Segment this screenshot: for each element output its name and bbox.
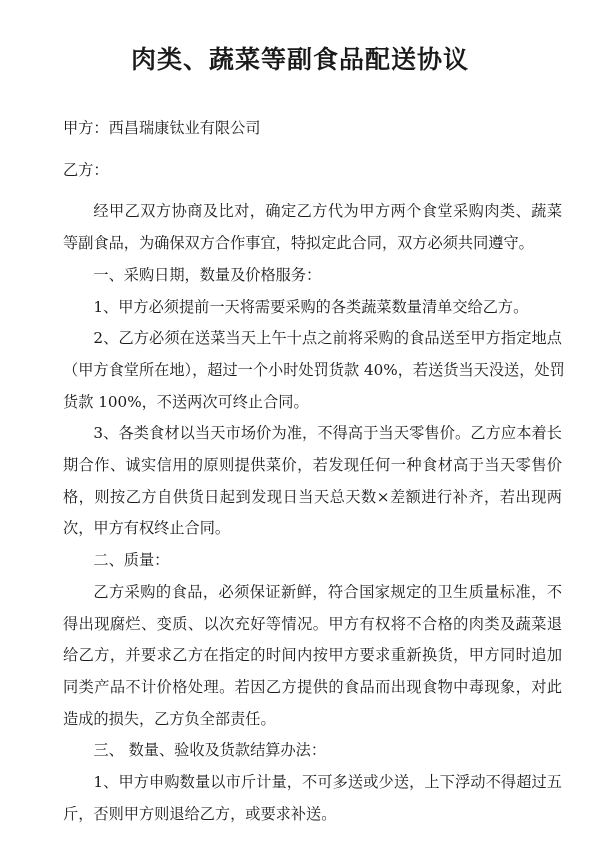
section1-item3-line: 格，则按乙方自供货日起到发现日当天总天数×差额进行补齐，若出现两 — [63, 487, 562, 506]
party-a-label: 甲方： — [63, 119, 109, 137]
section2-para-line: 给乙方，并要求乙方在指定的时间内按甲方要求重新换货，甲方同时追加 — [63, 646, 562, 665]
party-b-line — [63, 155, 562, 187]
section2-para-line: 乙方采购的食品，必须保证新鲜，符合国家规定的卫生质量标准，不 — [93, 582, 562, 601]
section3-item1-line: 斤，否则甲方则退给乙方，或要求补送。 — [63, 804, 337, 823]
section1-item3-line: 期合作、诚实信用的原则提供菜价，若发现任何一种食材高于当天零售价 — [63, 456, 562, 475]
section2-para-line: 得出现腐烂、变质、以次充好等情况。甲方有权将不合格的肉类及蔬菜退 — [63, 614, 562, 633]
section1-item3-line: 次，甲方有权终止合同。 — [63, 519, 231, 538]
party-b-label: 乙方： — [63, 160, 109, 179]
section1-item3-line: 3、各类食材以当天市场价为准，不得高于当天零售价。乙方应本着长 — [93, 424, 562, 443]
section3-heading: 三、 数量、验收及货款结算办法： — [93, 741, 327, 760]
section2-para-line: 同类产品不计价格处理。若因乙方提供的食品而出现食物中毒现象，对此 — [63, 677, 562, 696]
intro-line: 经甲乙双方协商及比对，确定乙方代为甲方两个食堂采购肉类、蔬菜 — [93, 202, 562, 221]
document-title: 肉类、蔬菜等副食品配送协议 — [130, 45, 469, 74]
party-a-line — [63, 113, 562, 145]
section2-para-line: 造成的损失，乙方负全部责任。 — [63, 709, 276, 728]
document-body — [63, 113, 565, 830]
section1-item2-line: 2、乙方必须在送菜当天上午十点之前将采购的食品送至甲方指定地点 — [93, 329, 562, 348]
party-a-name: 西昌瑞康钛业有限公司 — [108, 119, 261, 137]
intro-line: 等副食品，为确保双方合作事宜，特拟定此合同，双方必须共同遵守。 — [63, 234, 534, 253]
section3-item1-line: 1、甲方申购数量以市斤计量，不可多送或少送，上下浮动不得超过五 — [93, 773, 562, 792]
section2-heading: 二、质量： — [93, 551, 170, 570]
section1-item2-line: （甲方食堂所在地），超过一个小时处罚货款 40%，若送货当天没送，处罚 — [63, 360, 565, 379]
section1-item2-line: 货款 100%，不送两次可终止合同。 — [63, 392, 309, 411]
section1-item1-line: 1、甲方必须提前一天将需要采购的各类蔬菜数量清单交给乙方。 — [93, 297, 529, 316]
section1-heading: 一、采购日期，数量及价格服务： — [93, 265, 322, 284]
